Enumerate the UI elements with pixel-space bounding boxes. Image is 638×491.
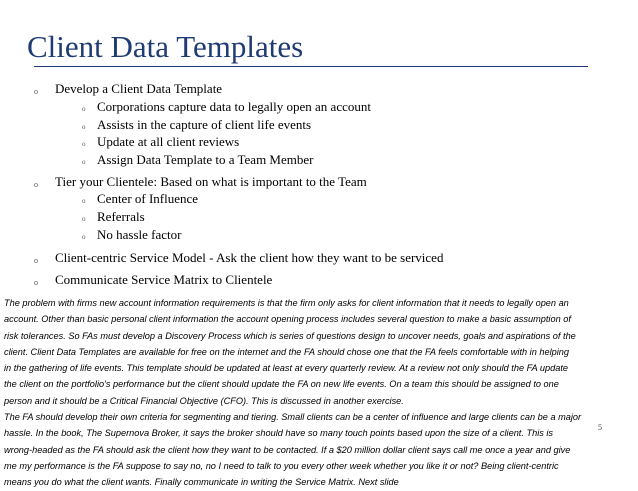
notes-line: the client on the portfolio's performance but the client should update the FA on new life events. On a team this should be assigned to one (4, 379, 559, 390)
bullet-text: Assign Data Template to a Team Member (97, 152, 314, 167)
bullet-glyph: o (34, 87, 38, 96)
notes-line: The FA should develop their own criteria for segmenting and tiering. Small clients can be a center of influence and large clients can be a major (4, 412, 582, 423)
sub-bullet-no-hassle (82, 226, 182, 243)
bullet-glyph: o (82, 158, 86, 166)
sub-bullet-assign-template (82, 151, 314, 168)
bullet-text: Corporations capture data to legally open an account (97, 99, 371, 114)
bullet-glyph: o (82, 197, 86, 205)
slide-title: Client Data Templates (27, 29, 304, 64)
bullet-text: Communicate Service Matrix to Clientele (55, 272, 273, 287)
notes-line: me my performance is the FA suppose to say no, no I need to talk to you every other week whether you like it or not? Being client-centric (4, 460, 559, 471)
bullet-text: Referrals (97, 209, 145, 224)
bullet-tier-clientele (34, 173, 367, 190)
page-number: 5 (598, 423, 602, 432)
sub-bullet-life-events (82, 116, 312, 133)
bullet-glyph: o (82, 105, 86, 113)
bullet-glyph: o (82, 140, 86, 148)
bullet-text: Client-centric Service Model - Ask the client how they want to be serviced (55, 250, 444, 265)
bullet-glyph: o (82, 233, 86, 241)
bullet-text: No hassle factor (97, 227, 182, 242)
bullet-glyph: o (82, 215, 86, 223)
bullet-service-model (34, 249, 444, 266)
bullet-text: Tier your Clientele: Based on what is important to the Team (55, 174, 367, 189)
bullet-text: Assists in the capture of client life events (97, 117, 312, 132)
bullet-text: Update at all client reviews (97, 134, 240, 149)
notes-line: wrong-headed as the FA should ask the client how they want to be contacted. If a $20 million dollar client says call me once a year and give (4, 444, 571, 455)
bullet-communicate-matrix (34, 271, 273, 288)
notes-line: client. Client Data Templates are available for free on the internet and the FA should chose one that the FA feels comfortable with in helping (4, 346, 570, 357)
notes-line: account. Other than basic personal client information the account opening process includes several question to make a basic assumption of (4, 314, 571, 325)
sub-bullet-capture-data (82, 98, 371, 115)
bullet-text: Develop a Client Data Template (55, 81, 223, 96)
notes-line: hassle. In the book, The Supernova Broker, it says the broker should have so many touch points based upon the size of a client. This is (4, 428, 554, 439)
notes-line: means you do what the client wants. Finally communicate in writing the Service Matrix. Next slide (4, 477, 399, 488)
bullet-glyph: o (82, 123, 86, 131)
bullet-glyph: o (34, 278, 38, 287)
bullet-text: Center of Influence (97, 191, 199, 206)
bullet-develop-template (34, 80, 223, 97)
notes-line: risk tolerances. So FAs must develop a Discovery Process which is series of questions design to uncover needs, goals and aspirations of the (4, 330, 576, 341)
notes-line: in the gathering of life events. This template should be updated at least at every quarterly review. At a review not only should the FA update (4, 363, 568, 374)
sub-bullet-center-influence (82, 190, 199, 207)
bullet-glyph: o (34, 180, 38, 189)
notes-line: The problem with firms new account information requirements is that the firm only asks for client information that it needs to legally open an (4, 298, 569, 308)
speaker-notes (4, 295, 629, 491)
bullet-glyph: o (34, 256, 38, 265)
sub-bullet-update-reviews (82, 133, 240, 150)
title-underline (34, 66, 588, 67)
notes-line: person and it should be a Critical Financial Objective (CFO). This is discussed in another exercise. (4, 395, 404, 406)
sub-bullet-referrals (82, 208, 145, 225)
